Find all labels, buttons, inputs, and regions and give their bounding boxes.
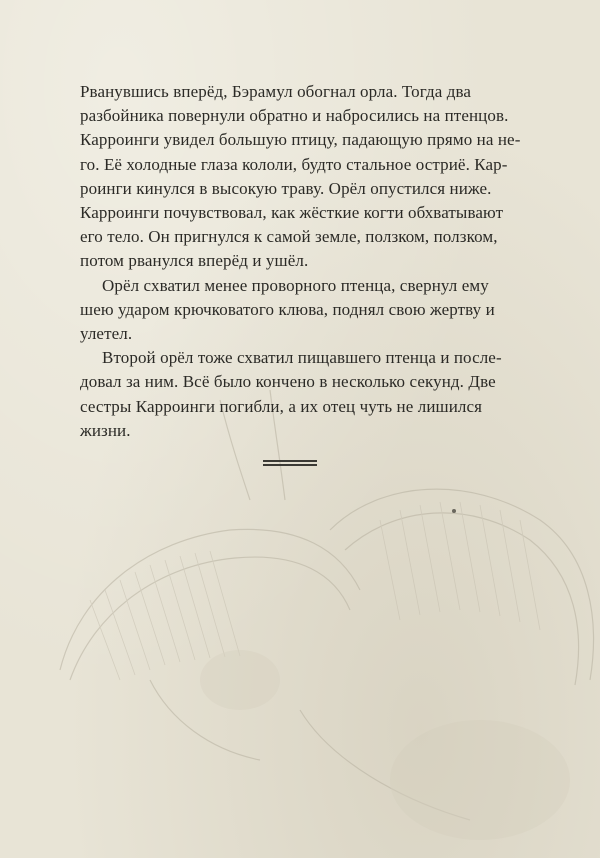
- text-line: Карроинги увидел большую птицу, падающую прямо на не-: [80, 130, 521, 150]
- paragraph-1: [80, 80, 526, 274]
- text-line: довал за ним. Всё было кончено в несколько секунд. Две: [80, 372, 496, 392]
- paragraph-3: [80, 346, 526, 443]
- separator-line: [263, 460, 317, 462]
- faded-eagle-illustration-icon: [0, 380, 600, 858]
- text-line: роинги кинулся в высокую траву. Орёл опустился ниже.: [80, 178, 492, 198]
- text-line: сестры Карроинги погибли, а их отец чуть не лишился: [80, 396, 483, 416]
- section-separator: [263, 460, 317, 466]
- text-line: Орёл схватил менее проворного птенца, свернул ему: [102, 275, 489, 295]
- text-line: потом рванулся вперёд и ушёл.: [80, 251, 309, 271]
- text-line: го. Её холодные глаза кололи, будто стальное остриё. Кар-: [80, 154, 508, 174]
- text-line: его тело. Он пригнулся к самой земле, ползком, ползком,: [80, 227, 498, 247]
- ink-speck: [452, 509, 456, 513]
- separator-line: [263, 464, 317, 466]
- text-line: шею ударом крючковатого клюва, поднял свою жертву и: [80, 299, 495, 319]
- story-text: [80, 80, 526, 443]
- text-line: Второй орёл тоже схватил пищавшего птенца и после-: [102, 348, 502, 368]
- text-line: улетел.: [80, 324, 133, 344]
- text-line: разбойника повернули обратно и набросились на птенцов.: [80, 106, 509, 126]
- text-line: Карроинги почувствовал, как жёсткие когти обхватывают: [80, 203, 504, 223]
- text-line: Рванувшись вперёд, Бэрамул обогнал орла. Тогда два: [80, 82, 472, 101]
- text-line: жизни.: [80, 420, 131, 440]
- paragraph-2: [80, 274, 526, 347]
